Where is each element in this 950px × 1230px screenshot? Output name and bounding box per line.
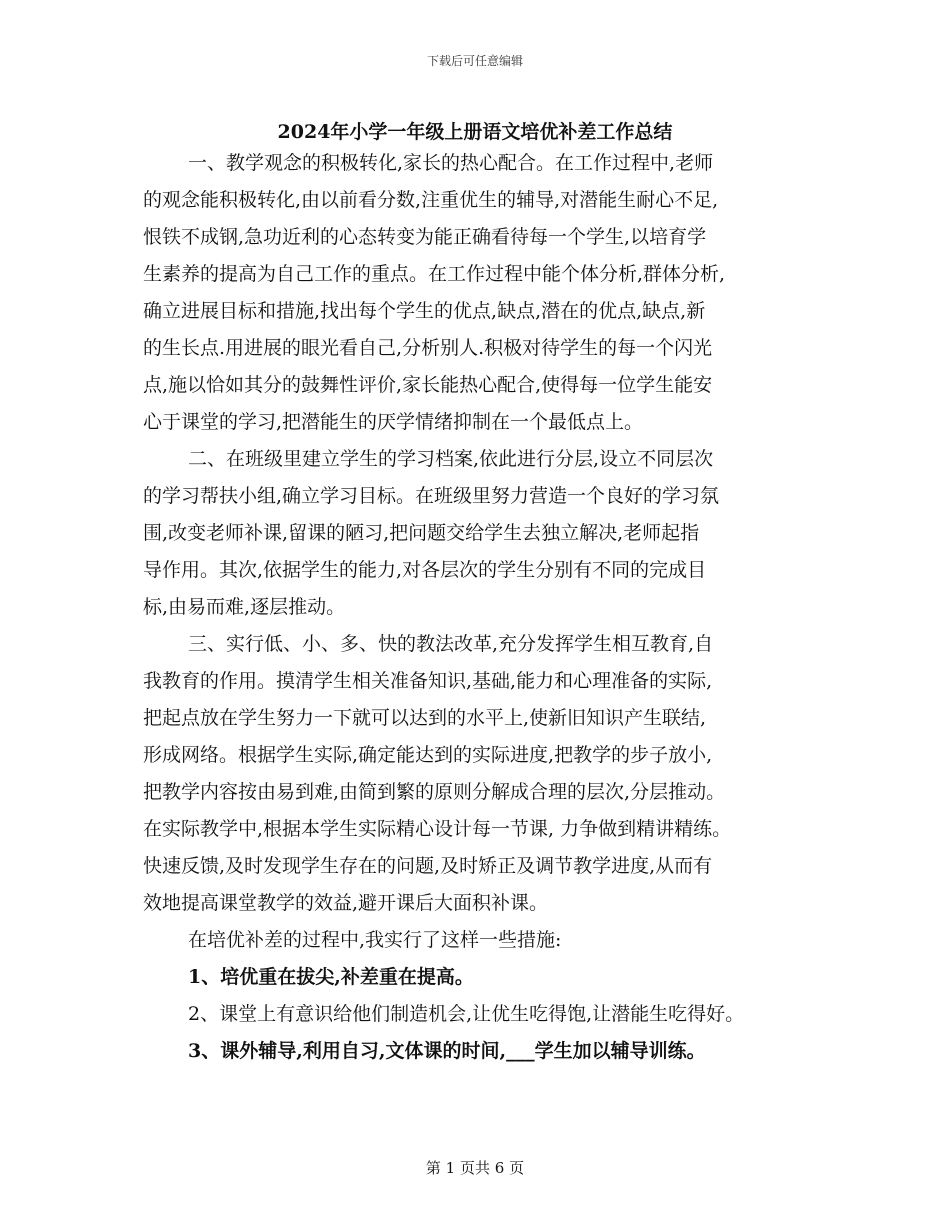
page-number: 第 1 页共 6 页 bbox=[425, 1159, 525, 1177]
paragraph-1-line-3: 恨铁不成钢,急功近利的心态转变为能正确看待每一个学生,以培育学 bbox=[143, 226, 707, 248]
paragraph-2-line-5: 标,由易而难,逐层推动。 bbox=[143, 596, 346, 618]
header-note: 下载后可任意编辑 bbox=[426, 54, 523, 68]
measure-3: 3、课外辅导,利用自习,文体课的时间,___学生加以辅导训练。 bbox=[188, 1040, 706, 1062]
paragraph-2-line-4: 导作用。其次,依据学生的能力,对各层次的学生分别有不同的完成目 bbox=[143, 559, 707, 581]
paragraph-3-line-5: 把教学内容按由易到难,由简到繁的原则分解成合理的层次,分层推动。 bbox=[143, 781, 726, 803]
paragraph-1-line-2: 的观念能积极转化,由以前看分数,注重优生的辅导,对潜能生耐心不足, bbox=[143, 189, 719, 211]
paragraph-3-line-4: 形成网络。根据学生实际,确定能达到的实际进度,把教学的步子放小, bbox=[143, 744, 713, 766]
paragraph-1-line-5: 确立进展目标和措施,找出每个学生的优点,缺点,潜在的优点,缺点,新 bbox=[143, 300, 706, 322]
document-title: 2024年小学一年级上册语文培优补差工作总结 bbox=[277, 121, 673, 143]
measure-2: 2、课堂上有意识给他们制造机会,让优生吃得饱,让潜能生吃得好。 bbox=[188, 1003, 745, 1025]
measure-1: 1、培优重在拔尖,补差重在提高。 bbox=[188, 966, 474, 988]
paragraph-1-line-8: 心于课堂的学习,把潜能生的厌学情绪抑制在一个最低点上。 bbox=[143, 411, 644, 433]
paragraph-1-line-6: 的生长点.用进展的眼光看自己,分析别人.积极对待学生的每一个闪光 bbox=[143, 337, 713, 359]
paragraph-1-line-1: 一、教学观念的积极转化,家长的热心配合。在工作过程中,老师 bbox=[188, 152, 714, 174]
paragraph-2-line-1: 二、在班级里建立学生的学习档案,依此进行分层,设立不同层次 bbox=[188, 448, 714, 470]
paragraph-3-line-8: 效地提高课堂教学的效益,避开课后大面积补课。 bbox=[143, 892, 549, 914]
paragraph-2-line-2: 的学习帮扶小组,确立学习目标。在班级里努力营造一个良好的学习氛 bbox=[143, 485, 720, 507]
paragraph-1-line-7: 点,施以恰如其分的鼓舞性评价,家长能热心配合,使得每一位学生能安 bbox=[143, 374, 713, 396]
paragraph-1-line-4: 生素养的提高为自己工作的重点。在工作过程中能个体分析,群体分析, bbox=[143, 263, 726, 285]
paragraph-3-line-6: 在实际教学中,根据本学生实际精心设计每一节课, 力争做到精讲精练。 bbox=[143, 818, 732, 840]
paragraph-3-line-7: 快速反馈,及时发现学生存在的问题,及时矫正及调节教学进度,从而有 bbox=[143, 855, 713, 877]
paragraph-2-line-3: 围,改变老师补课,留课的陋习,把问题交给学生去独立解决,老师起指 bbox=[143, 522, 700, 544]
paragraph-4-line-1: 在培优补差的过程中,我实行了这样一些措施: bbox=[188, 929, 562, 951]
paragraph-3-line-1: 三、实行低、小、多、快的教法改革,充分发挥学生相互教育,自 bbox=[188, 633, 714, 655]
paragraph-3-line-2: 我教育的作用。摸清学生相关准备知识,基础,能力和心理准备的实际, bbox=[143, 670, 713, 692]
paragraph-3-line-3: 把起点放在学生努力一下就可以达到的水平上,使新旧知识产生联结, bbox=[143, 707, 707, 729]
